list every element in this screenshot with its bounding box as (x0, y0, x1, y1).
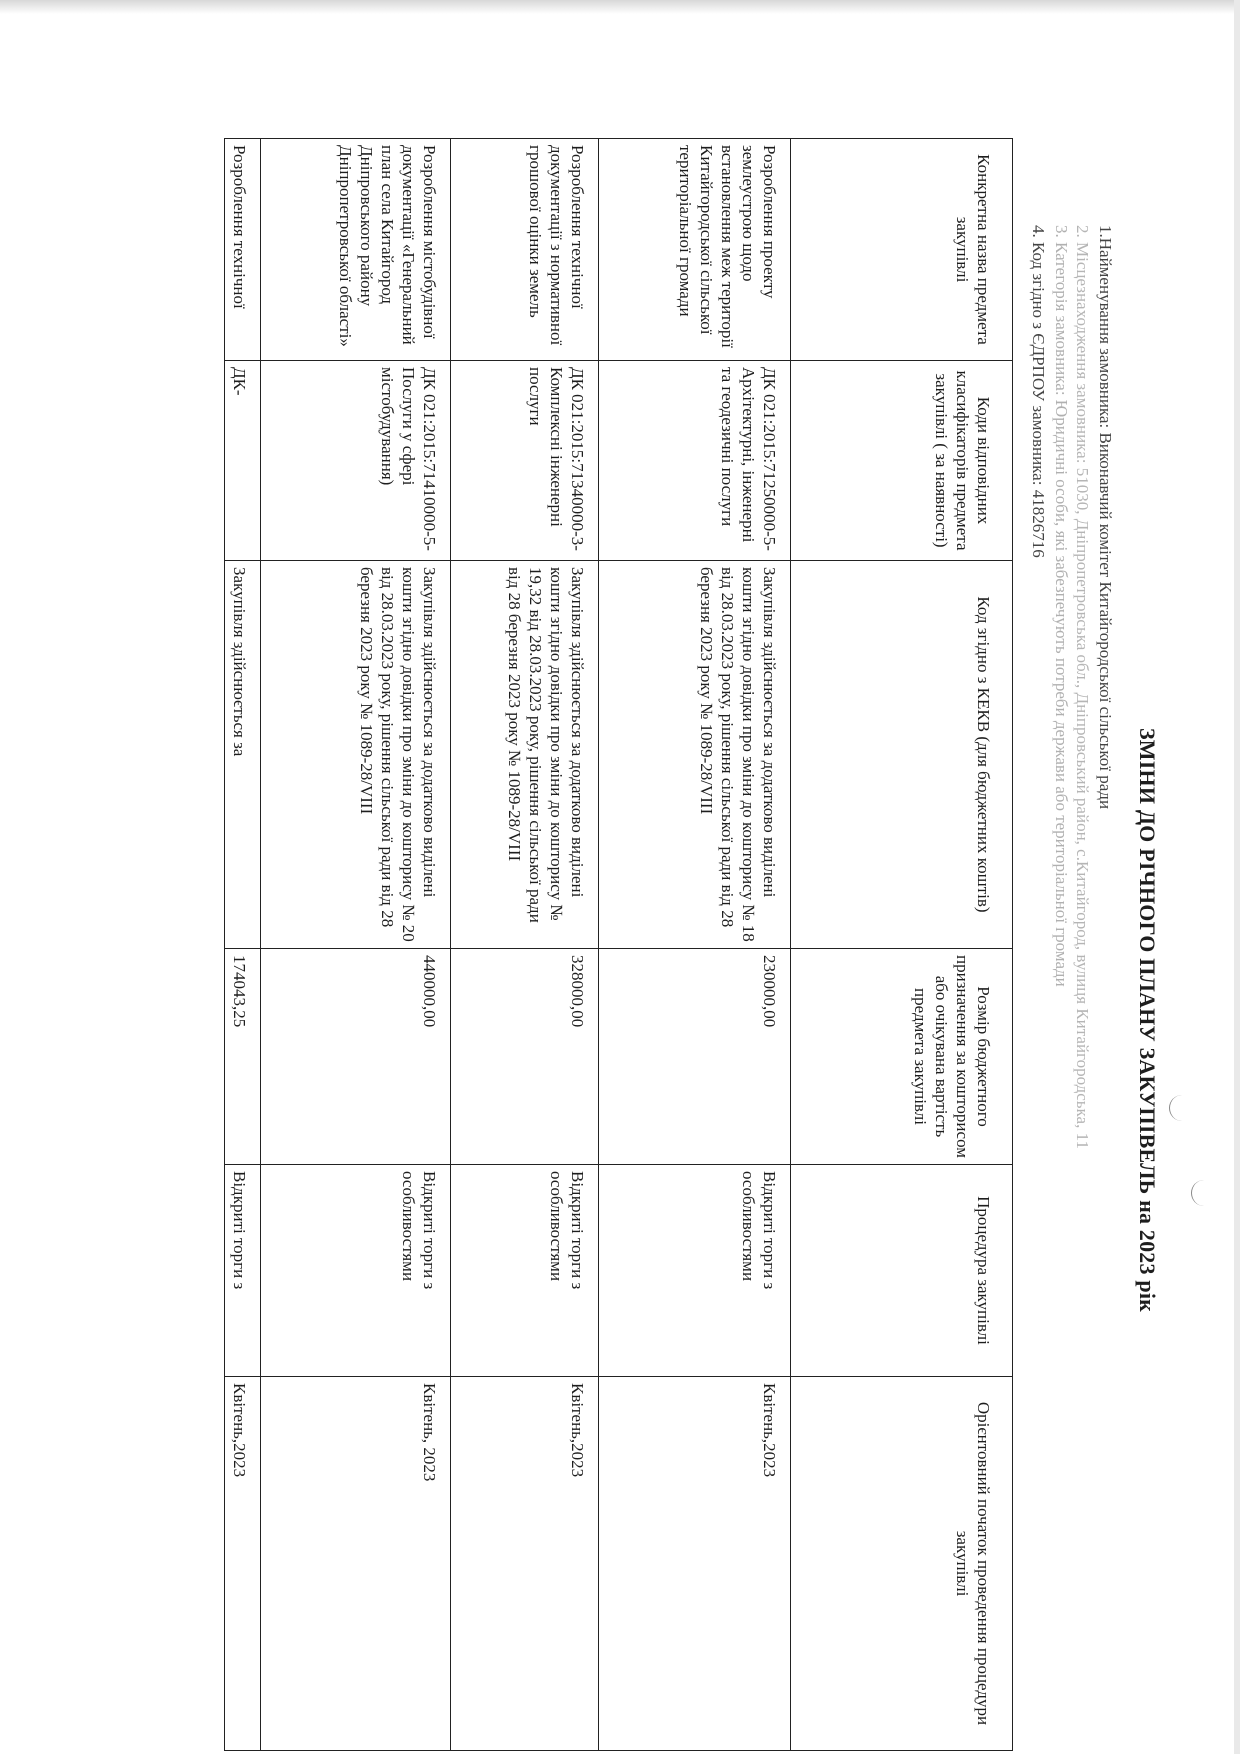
info-line-edrpou: 4. Код згідно з ЄДРПОУ замовника: 41826716 (1029, 225, 1048, 558)
cell-budget-amount: 328000,00 (451, 949, 599, 1165)
cell-item-name: Розроблення технічної (225, 139, 261, 361)
cell-item-name: Розроблення містобудівної документації «Генеральний план села Китайгород Дніпровського району Дніпропетровської області» (261, 139, 451, 361)
header-procedure: Процедура закупівлі (791, 1165, 1013, 1377)
cell-start-date: Квітень,2023 (599, 1377, 791, 1751)
cell-kekv: Закупівля здійснюється за додатково виділені кошти згідно довідки про зміни до кошторису № 20 від 28.03.2023 року, рішення сільської ради від 28 березня 2023 року № 1089-28/VIII (261, 561, 451, 949)
cell-kekv: Закупівля здійснюється за (225, 561, 261, 949)
cell-procedure: Відкриті торги з особливостями (451, 1165, 599, 1377)
table-row (451, 139, 599, 1751)
cell-item-name: Розроблення технічної документації з нормативної грошової оцінки земель (451, 139, 599, 361)
cell-budget-amount: 174043,25 (225, 949, 261, 1165)
cell-start-date: Квітень,2023 (225, 1377, 261, 1751)
header-kekv: Код згідно з КЕКВ (для бюджетних коштів) (791, 561, 1013, 949)
hole-punch-mark (1169, 1095, 1182, 1121)
cell-classifier-codes: ДК 021:2015:71410000-5-Послуги у сфері містобудування) (261, 361, 451, 561)
table-row (225, 139, 261, 1751)
cell-procedure: Відкриті торги з (225, 1165, 261, 1377)
info-line-location: 2. Місцезнаходження замовника: 51030, Дніпропетровська обл., Дніпровський район, с.Китайгород, вулиця Китайгородська, 11 (1073, 225, 1092, 1149)
info-line-category: 3. Категорія замовника: Юридичні особи, які забезпечують потреби держави або територіальної громади (1052, 225, 1071, 987)
header-classifier-codes: Коди відповідних класифікаторів предмета закупівлі ( за наявності) (791, 361, 1013, 561)
table-row (599, 139, 791, 1751)
cell-item-name: Розроблення проекту землеустрою щодо встановлення меж території Китайгородської сільської територіальної громади (599, 139, 791, 361)
info-line-customer-name: 1.Найменування замовника: Виконавчий комітет Китайгородської сільської ради (1096, 225, 1115, 810)
cell-start-date: Квітень,2023 (451, 1377, 599, 1751)
table-header-row (791, 139, 1013, 1751)
cell-classifier-codes: ДК- (225, 361, 261, 561)
cell-procedure: Відкриті торги з особливостями (261, 1165, 451, 1377)
cell-budget-amount: 440000,00 (261, 949, 451, 1165)
cell-start-date: Квітень, 2023 (261, 1377, 451, 1751)
cell-kekv: Закупівля здійснюється за додатково виділені кошти згідно довідки про зміни до кошторису № 18 від 28.03.2023 року, рішення сільської ради від 28 березня 2023 року № 1089-28/VIII (599, 561, 791, 949)
header-item-name: Конкретна назва предмета закупівлі (791, 139, 1013, 361)
hole-punch-mark (1191, 1180, 1204, 1206)
table-row (261, 139, 451, 1751)
cell-procedure: Відкриті торги з особливостями (599, 1165, 791, 1377)
cell-budget-amount: 230000,00 (599, 949, 791, 1165)
header-start-date: Орієнтовний початок проведення процедури закупівлі (791, 1377, 1013, 1751)
cell-kekv: Закупівля здійснюється за додатково виділені кошти згідно довідки про зміни до кошторису № 19,32 від 28.03.2023 року, рішення сільської ради від 28 березня 2023 року № 1089-28/VIII (451, 561, 599, 949)
document-title: ЗМІНИ ДО РІЧНОГО ПЛАНУ ЗАКУПІВЕЛЬ на 2023 рік (1135, 727, 1160, 1313)
cell-classifier-codes: ДК 021:2015:71340000-3-Комплексні інженерні послуги (451, 361, 599, 561)
header-budget-amount: Розмір бюджетного призначення за кошторисом або очікувана вартість предмета закупівлі (791, 949, 1013, 1165)
procurement-plan-table (224, 138, 1013, 1751)
cell-classifier-codes: ДК 021:2015:71250000-5-Архітектурні, інженерні та геодезичні послуги (599, 361, 791, 561)
